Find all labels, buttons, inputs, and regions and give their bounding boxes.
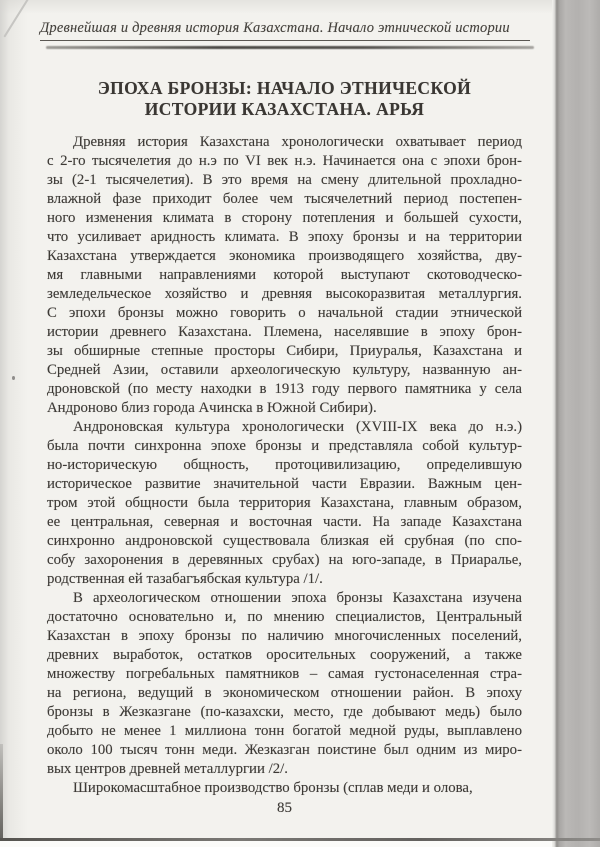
scan-speck [12, 376, 15, 380]
text-line: вых центров древней металлургии /2/. [47, 761, 288, 777]
text-line: ее центральная, северная и восточная части. На западе Казахстана [47, 514, 522, 530]
text-line: с 2-го тысячелетия до н.э по VI век н.э. Начинается она с эпохи брон- [47, 153, 522, 169]
text-line: истории древнего Казахстана. Племена, населявшие в эпоху брон- [47, 324, 522, 340]
text-line: Древняя история Казахстана хронологически охватывает период [73, 134, 522, 150]
text-line: Средней Азии, оставили археологическую культуру, названную ан- [47, 362, 522, 378]
text-line: ного изменения климата в сторону потепления и большей сухости, [47, 210, 522, 226]
body-text [47, 133, 522, 798]
text-line: зы (2-1 тысячелетия). В это время на смену длительной прохладно- [47, 172, 522, 188]
text-line: Широкомасштабное производство бронзы (сплав меди и олова, [73, 780, 473, 796]
text-line: около 100 тысяч тонн меди. Жезказган поистине был одним из миро- [47, 742, 522, 758]
page-number: 85 [277, 800, 292, 816]
text-line: С эпохи бронзы можно говорить о начальной стадии этнической [47, 305, 522, 321]
page-corner-crease [3, 0, 32, 38]
scan-bottom-margin [0, 841, 552, 847]
text-line: множеству погребальных памятников – самая густонаселенная стра- [47, 666, 522, 682]
text-line: но-историческую общность, протоцивилизацию, определившую [47, 457, 522, 473]
text-line: родственная ей тазабагъябская культура /1/. [47, 571, 323, 587]
paragraph-3 [47, 589, 522, 779]
text-line: синхронно андроновской существовала близкая ей срубная (по спо- [47, 533, 522, 549]
text-line: Казахстан в эпоху бронзы по наличию многочисленных поселений, [47, 628, 522, 644]
text-line: В археологическом отношении эпоха бронзы Казахстана изучена [73, 590, 522, 606]
text-line: Андроновская культура хронологически (XVIII-IX века до н.э.) [73, 419, 522, 435]
text-line: земледельческое хозяйство и древняя высокоразвитая металлургия. [47, 286, 522, 302]
text-line: древних выработок, остатков оросительных сооружений, а также [47, 647, 522, 663]
header-rule [46, 46, 534, 49]
text-line: влажной фазе приходит более чем тысячелетний период постепен- [47, 191, 522, 207]
running-header-text: Древнейшая и древняя история Казахстана. Начало этнической истории [40, 20, 510, 36]
chapter-title-line-2: ИСТОРИИ КАЗАХСТАНА. АРЬЯ [144, 98, 425, 119]
text-line: была почти синхронна эпохе бронзы и представляла собой культур- [47, 438, 522, 454]
text-line: Казахстана утверждается экономика производящего хозяйства, дву- [47, 248, 522, 264]
text-line: зы обширные степные просторы Сибири, Приуралья, Казахстана и [47, 343, 522, 359]
text-line: достаточно основательно и, по мнению специалистов, Центральный [47, 609, 522, 625]
scan-left-edge-shadow [0, 744, 3, 839]
text-line: что усиливает аридность климата. В эпоху бронзы и на территории [47, 229, 522, 245]
text-line: бронзы в Жезказгане (по-казахски, место, где добывают медь) было [47, 704, 522, 720]
text-line: историческое развитие значительной части Евразии. Важным цен- [47, 476, 522, 492]
text-line: тром этой общности была территория Казахстана, главным образом, [47, 495, 522, 511]
text-line: мя главными направлениями которой выступают скотоводческо- [47, 267, 522, 283]
book-gutter-shadow [552, 0, 600, 847]
chapter-title-line-1: ЭПОХА БРОНЗЫ: НАЧАЛО ЭТНИЧЕСКОЙ [97, 78, 472, 98]
text-line: собу захоронения в деревянных срубах) на юго-западе, в Приаралье, [47, 552, 522, 568]
running-header [40, 20, 530, 41]
paragraph-4 [47, 779, 522, 798]
text-line: дроновской (по месту находки в 1913 году первого памятника у села [47, 381, 522, 397]
paragraph-1 [47, 133, 522, 418]
text-line: на региона, ведущий в экономическом отношении район. В эпоху [47, 685, 522, 701]
chapter-title [47, 78, 522, 119]
text-line: добыто не менее 1 миллиона тонн богатой медной руды, выплавлено [47, 723, 522, 739]
paragraph-2 [47, 418, 522, 589]
scan-bottom-edge-line [0, 838, 600, 841]
text-line: Андроново близ города Ачинска в Южной Сибири). [47, 400, 377, 416]
